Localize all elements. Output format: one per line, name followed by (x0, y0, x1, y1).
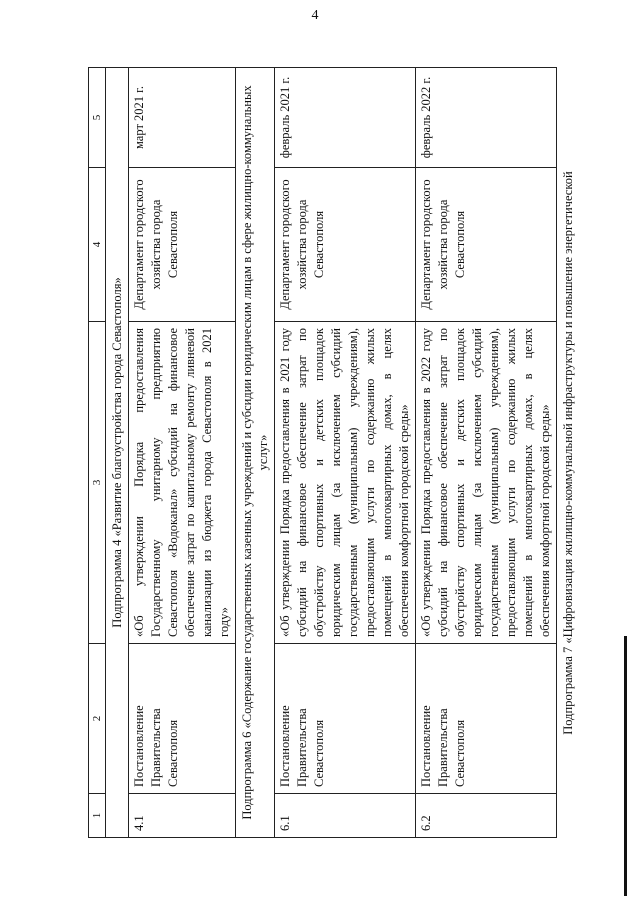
header-col-3: 3 (89, 322, 106, 644)
section-row (236, 68, 275, 838)
header-col-1: 1 (89, 794, 106, 838)
row-name: «Об утверждении Порядка предоставления в 2021 году субсидий на финансовое обеспечение затрат по обустройству спортивных и детских площадок юридическим лицам (за исключением субсидий государственным (муниципальным) учреждениям), предоставляющим услуги по содержанию жилых помещений в многоквартирных домах, в целях обеспечения комфортной городской среды» (275, 322, 416, 644)
section-title: Подпрограмма 6 «Содержание государственных казенных учреждений и субсидии юридическим лицам в сфере жилищно-коммунальных услуг» (236, 68, 275, 838)
section-title: Подпрограмма 4 «Развитие благоустройства города Севастополя» (106, 68, 129, 838)
row-executor: Департамент городского хозяйства города Севастополя (129, 168, 236, 322)
margin-tick (624, 636, 627, 896)
header-col-2: 2 (89, 644, 106, 794)
header-row (89, 68, 106, 838)
row-number: 6.2 (416, 794, 557, 838)
row-doc-type: Постановление Правительства Севастополя (275, 644, 416, 794)
row-term: февраль 2021 г. (275, 68, 416, 168)
row-executor: Департамент городского хозяйства города Севастополя (416, 168, 557, 322)
row-doc-type: Постановление Правительства Севастополя (416, 644, 557, 794)
plan-table (88, 67, 557, 838)
row-name: «Об утверждении Порядка предоставления Государственному унитарному предприятию Севастополя «Водоканал» субсидий на финансовое обеспечение затрат по капитальному ремонту ливневой канализации из бюджета города Севастополя в 2021 году» (129, 322, 236, 644)
table-row (129, 68, 236, 838)
table-row (275, 68, 416, 838)
row-number: 6.1 (275, 794, 416, 838)
row-doc-type: Постановление Правительства Севастополя (129, 644, 236, 794)
row-term: март 2021 г. (129, 68, 236, 168)
row-name: «Об утверждении Порядка предоставления в 2022 году субсидий на финансовое обеспечение затрат по обустройству спортивных и детских площадок юридическим лицам (за исключением субсидий государственным (муниципальным) учреждениям), предоставляющим услуги по содержанию жилых помещений в многоквартирных домах, в целях обеспечения комфортной городской среды» (416, 322, 557, 644)
rotated-table-sheet (88, 68, 608, 838)
row-executor: Департамент городского хозяйства города Севастополя (275, 168, 416, 322)
row-number: 4.1 (129, 794, 236, 838)
section-row (106, 68, 129, 838)
header-col-4: 4 (89, 168, 106, 322)
table-row (416, 68, 557, 838)
next-section-title: Подпрограмма 7 «Цифровизация жилищно-коммунальной инфраструктуры и повышение энергетической (561, 171, 575, 735)
row-term: февраль 2022 г. (416, 68, 557, 168)
header-col-5: 5 (89, 68, 106, 168)
page-number: 4 (311, 8, 319, 23)
